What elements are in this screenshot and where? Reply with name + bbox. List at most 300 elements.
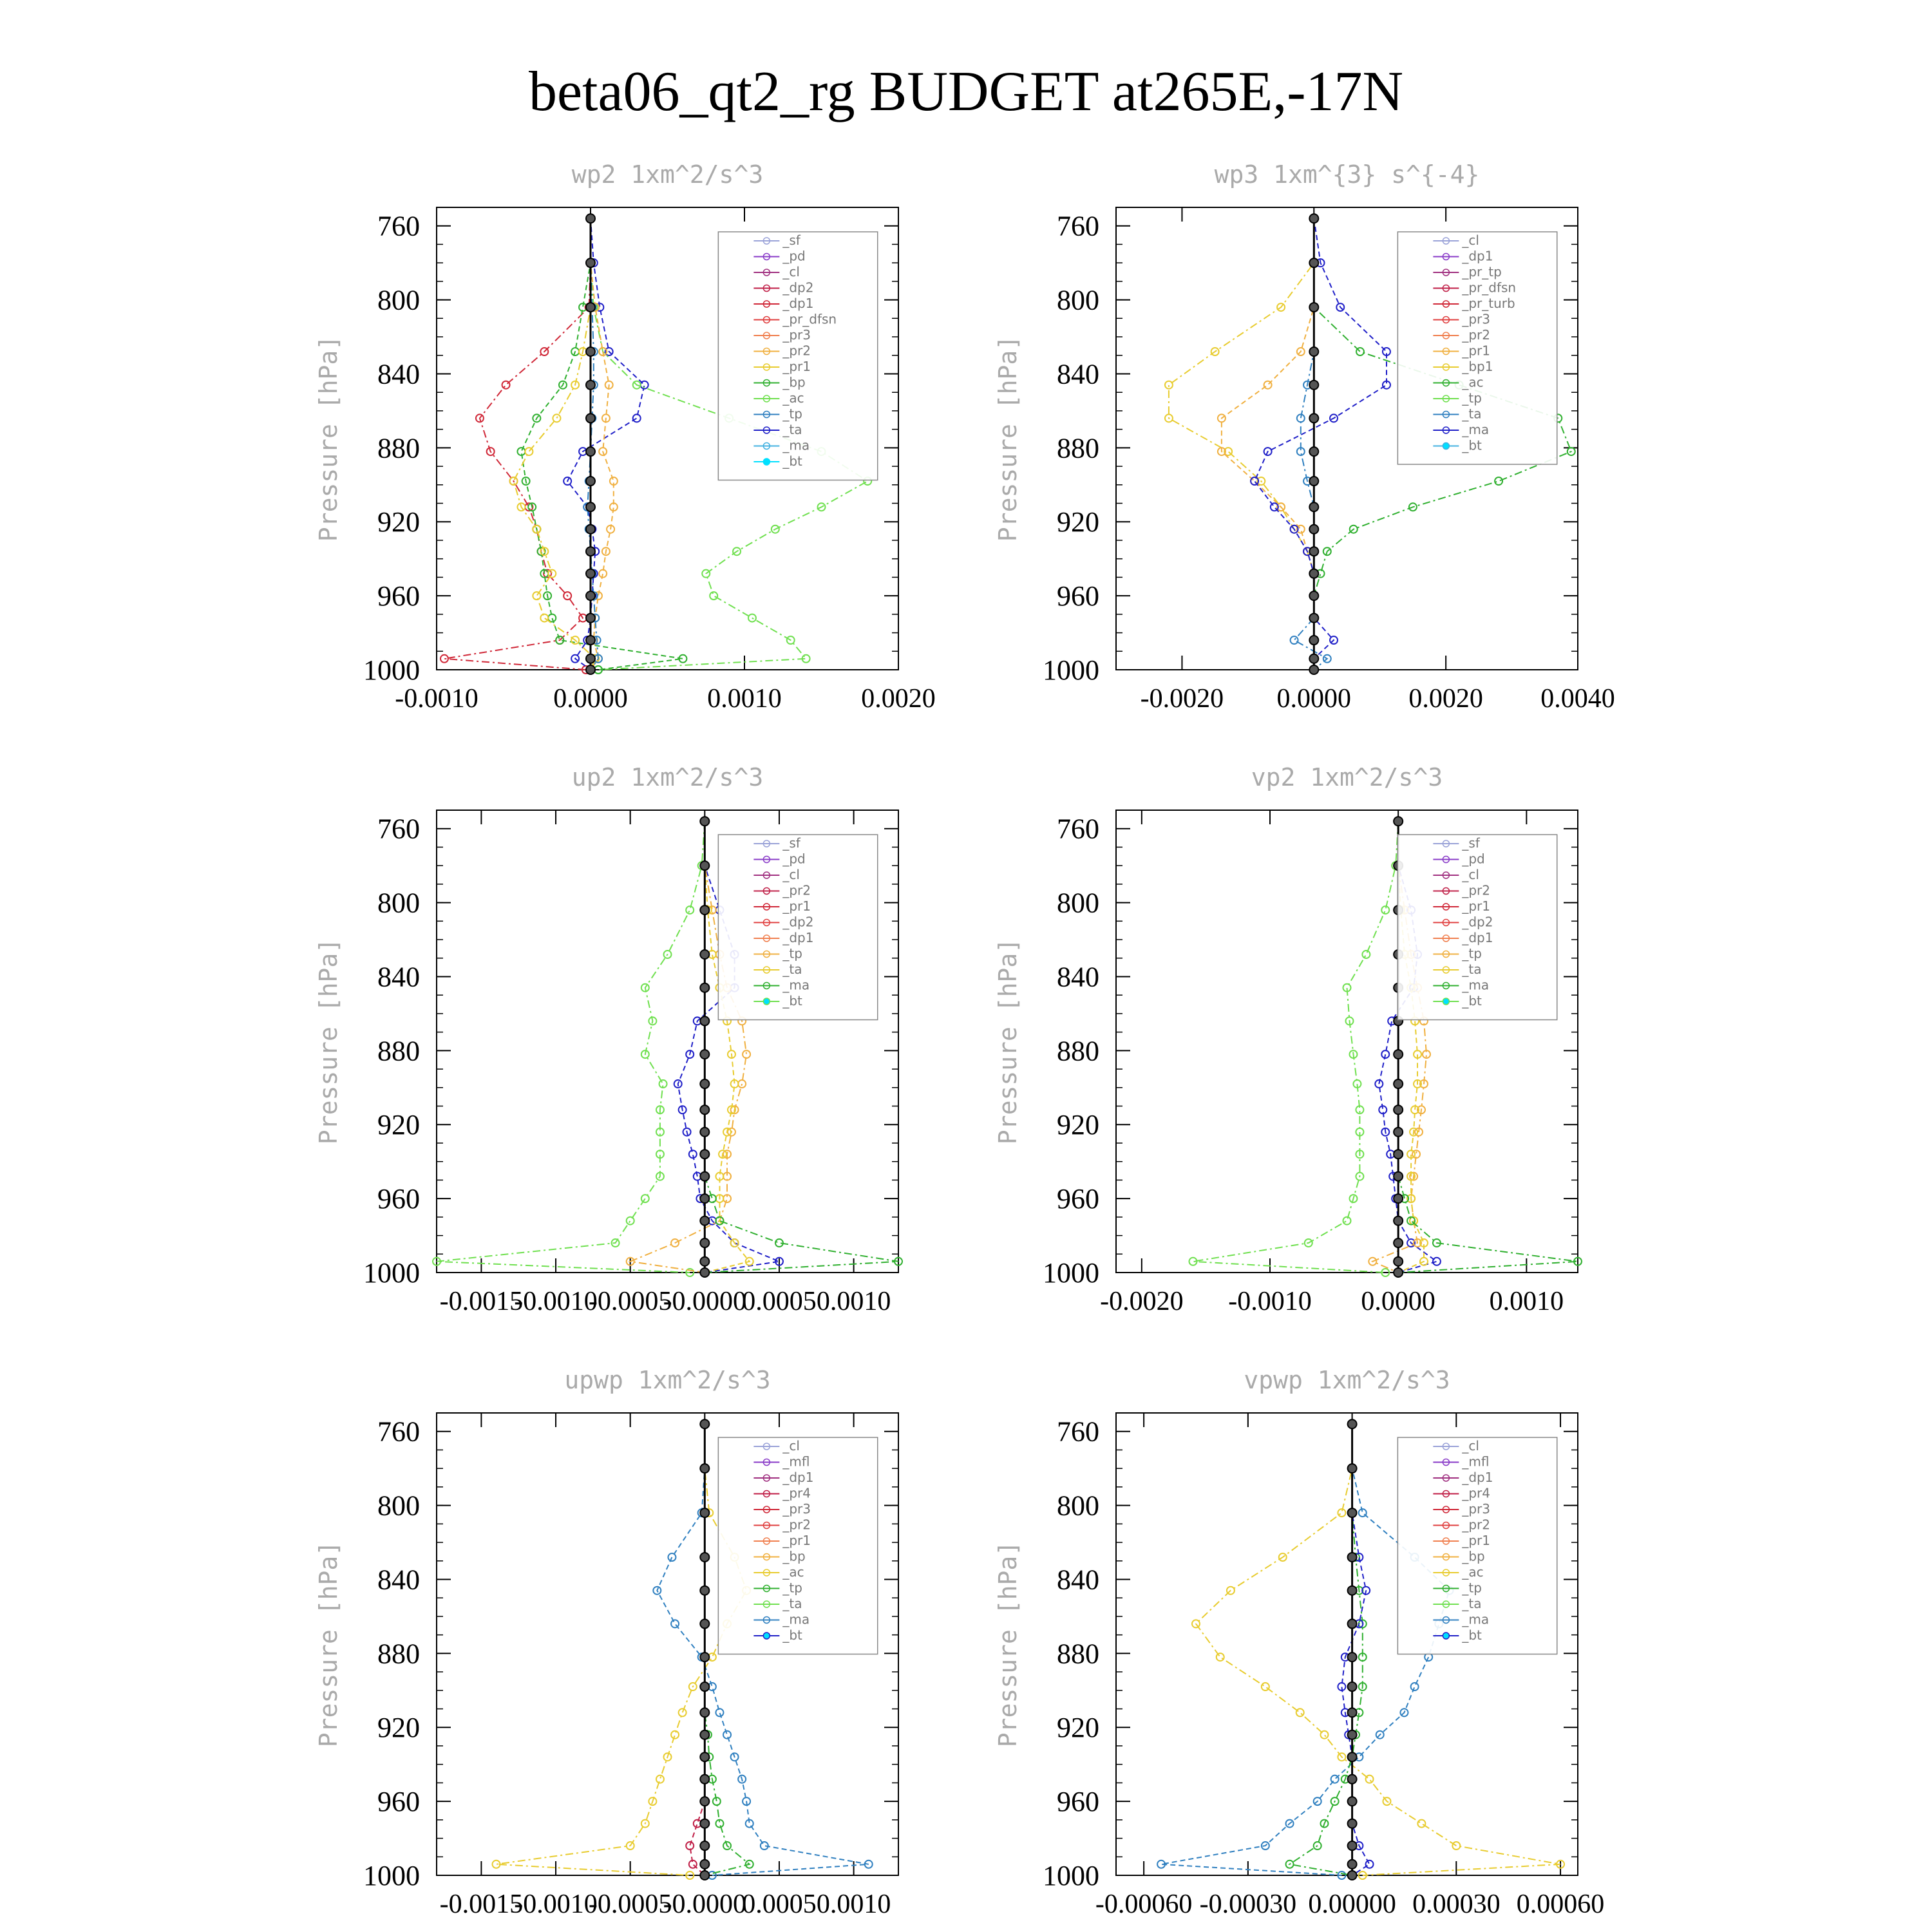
y-tick-label: 960 [1057,1786,1099,1818]
y-tick-label: 1000 [363,1257,420,1289]
data-point [1394,817,1403,826]
legend-entry: _dp1 [782,296,814,311]
data-point [679,1709,687,1716]
legend-entry: _cl [1462,1438,1479,1454]
data-point [1348,1682,1357,1691]
panel-title: upwp 1xm^2/s^3 [564,1366,771,1394]
data-point [1348,1752,1357,1761]
legend-marker [763,459,770,465]
data-point [700,817,709,826]
x-tick-label: -0.0000 [663,1889,747,1919]
data-point [586,636,595,645]
y-tick-label: 920 [1057,506,1099,538]
data-point [700,1257,709,1266]
data-point [1411,1683,1419,1690]
legend-entry: _ac [1462,1564,1484,1580]
x-tick-label: 0.00030 [1412,1889,1501,1919]
y-tick-label: 1000 [1043,654,1099,686]
data-point [1348,1841,1357,1850]
legend-entry: _ta [782,422,802,437]
legend-entry: _dp2 [1462,914,1493,930]
legend-entry: _pr1 [782,359,811,374]
y-tick-label: 880 [1057,1035,1099,1067]
x-tick-label: 0.0020 [861,684,936,714]
data-point [1348,1586,1357,1595]
legend-entry: _pr_dfsn [782,311,837,327]
y-axis-label: Pressure [hPa] [314,335,343,542]
x-tick-label: 0.0005 [742,1889,817,1919]
legend-entry: _mfl [1462,1454,1490,1470]
y-tick-label: 960 [1057,1183,1099,1215]
data-point [1348,1619,1357,1628]
data-point [1343,1217,1351,1225]
data-point [1309,477,1318,486]
data-point [586,525,595,534]
data-point [1309,502,1318,511]
data-point [1262,1683,1269,1690]
legend-entry: _bp [1462,1548,1485,1564]
data-point [710,592,717,600]
legend-entry: _ta [782,961,802,977]
data-point [671,1731,679,1739]
data-point [1394,1268,1403,1277]
panel-3 [314,763,902,1316]
y-tick-label: 840 [1057,961,1099,993]
legend-entry: _sf [782,232,800,248]
legend-entry: _sf [1462,835,1480,851]
data-point [533,592,540,600]
data-point [671,1620,679,1627]
data-point [1291,636,1298,644]
legend-entry: _tp [1462,945,1482,961]
data-point [738,1080,746,1088]
data-point [1309,547,1318,556]
y-axis-label: Pressure [hPa] [314,938,343,1145]
data-point [700,983,709,992]
series-line [522,218,683,670]
y-tick-label: 760 [377,813,420,845]
data-point [586,381,595,390]
legend-entry: _bp [782,374,806,390]
data-point [1394,1050,1403,1059]
panel-6 [994,1366,1604,1919]
x-tick-label: -0.0015 [439,1889,524,1919]
panel-title: vpwp 1xm^2/s^3 [1244,1366,1450,1394]
data-point [586,413,595,422]
x-tick-label: 0.0000 [553,684,628,714]
x-tick-label: 0.0020 [1408,684,1483,714]
data-point [686,906,694,914]
legend-entry: _bt [1462,993,1482,1009]
data-point [1348,1730,1357,1739]
y-tick-label: 920 [377,1109,420,1141]
legend-entry: _tp [782,406,802,422]
data-point [548,570,556,578]
legend-entry: _dp1 [1462,1470,1493,1485]
series-line [591,218,614,670]
legend-entry: _pr2 [1462,327,1491,343]
legend-entry: _bp [782,1548,806,1564]
data-point [493,1861,500,1868]
data-point [1309,665,1318,674]
data-point [1394,1128,1403,1137]
data-point [723,1731,731,1739]
y-tick-label: 760 [1057,210,1099,242]
series-line [690,1424,705,1875]
legend-entry: _tp [1462,1580,1482,1596]
series-line [444,218,591,670]
data-point [1394,1238,1403,1247]
legend-entry: _pr2 [1462,882,1491,898]
legend-entry: _cl [1462,867,1479,882]
y-tick-label: 1000 [1043,1257,1099,1289]
data-point [1348,1708,1357,1717]
y-tick-label: 800 [377,284,420,316]
data-point [1348,1860,1357,1869]
y-tick-label: 920 [377,506,420,538]
data-point [700,1508,709,1517]
legend-entry: _pd [782,851,806,867]
x-tick-label: -0.0010 [395,684,478,714]
series-line [1222,218,1314,670]
data-point [1394,1194,1403,1203]
series-line [437,821,705,1273]
data-point [1394,1105,1403,1114]
legend-entry: _ta [1462,406,1482,422]
y-tick-label: 1000 [1043,1860,1099,1891]
x-tick-label: -0.0000 [663,1287,747,1316]
panel-2 [994,160,1615,714]
data-point [1165,381,1173,389]
x-tick-label: -0.0020 [1140,684,1224,714]
data-point [1348,1508,1357,1517]
legend-entry: _tp [1462,390,1482,406]
legend-entry: _tp [782,945,802,961]
data-point [700,1128,709,1137]
legend-entry: _dp2 [782,279,814,296]
data-point [1348,1419,1357,1428]
data-point [700,1194,709,1203]
legend-entry: _pr1 [782,1533,811,1548]
data-point [586,214,595,223]
y-tick-label: 920 [1057,1712,1099,1744]
legend-entry: _ma [1462,977,1490,993]
data-point [700,1016,709,1025]
legend-entry: _ma [1462,422,1490,437]
data-point [700,1105,709,1114]
data-point [700,950,709,959]
legend-entry: _ma [782,437,810,453]
legend-entry: _cl [782,1438,800,1454]
data-point [1217,1653,1224,1661]
legend-entry: _pr1 [1462,898,1491,914]
y-tick-label: 760 [1057,1416,1099,1448]
y-tick-label: 960 [377,1183,420,1215]
legend-marker [1443,998,1449,1005]
data-point [700,1752,709,1761]
series-line [1294,218,1327,670]
y-tick-label: 760 [377,1416,420,1448]
y-tick-label: 960 [377,580,420,612]
y-tick-label: 760 [377,210,420,242]
data-point [1309,654,1318,663]
x-tick-label: -0.0005 [588,1287,672,1316]
x-tick-label: 0.0010 [816,1287,891,1316]
y-tick-label: 800 [1057,1490,1099,1522]
data-point [1394,1150,1403,1159]
data-point [700,1653,709,1662]
legend-entry: _dp1 [782,1470,814,1485]
data-point [586,614,595,623]
data-point [1320,1731,1328,1739]
y-tick-label: 800 [377,1490,420,1522]
y-tick-label: 800 [1057,887,1099,919]
y-tick-label: 1000 [363,1860,420,1891]
legend-entry: _cl [782,264,800,279]
legend-entry: _pr2 [782,343,811,359]
x-tick-label: 0.0010 [1489,1287,1564,1316]
data-point [586,591,595,600]
legend-entry: _pr_dfsn [1462,279,1517,296]
data-point [700,1217,709,1226]
y-tick-label: 880 [377,1035,420,1067]
y-axis-label: Pressure [hPa] [994,1540,1022,1748]
data-point [525,448,533,455]
data-point [586,477,595,486]
legend-marker [1443,1633,1449,1639]
y-axis-label: Pressure [hPa] [994,938,1022,1145]
data-point [1394,1172,1403,1181]
data-point [1309,614,1318,623]
x-tick-label: -0.00030 [1199,1889,1297,1919]
data-point [1433,1258,1441,1265]
data-point [1309,569,1318,578]
legend-entry: _bt [782,993,802,1009]
data-point [1309,258,1318,267]
legend-entry: _pr4 [782,1485,811,1501]
legend-entry: _pd [782,248,806,264]
data-point [1309,525,1318,534]
data-point [586,654,595,663]
y-tick-label: 840 [1057,1564,1099,1596]
data-point [1394,1217,1403,1226]
data-point [1264,381,1272,389]
legend-entry: _ac [1462,374,1484,390]
data-point [548,614,556,622]
data-point [1348,1871,1357,1880]
panel-title: up2 1xm^2/s^3 [571,763,764,791]
legend-entry: _ac [782,390,804,406]
legend-entry: _bp1 [1462,359,1493,374]
data-point [1309,413,1318,422]
data-point [700,1586,709,1595]
legend-entry: _sf [782,835,800,851]
data-point [1309,447,1318,456]
data-point [700,1619,709,1628]
x-tick-label: -0.0010 [1228,1287,1312,1316]
data-point [700,1553,709,1562]
data-point [700,1464,709,1473]
panel-4 [994,763,1582,1316]
legend-entry: _pr2 [782,882,811,898]
y-axis-label: Pressure [hPa] [314,1540,343,1748]
data-point [586,258,595,267]
data-point [700,1841,709,1850]
legend-entry: _pd [1462,851,1485,867]
panel-title: vp2 1xm^2/s^3 [1251,763,1443,791]
data-point [700,1708,709,1717]
data-point [656,1776,664,1783]
legend-entry: _cl [1462,232,1479,248]
legend-entry: _dp1 [1462,248,1493,264]
legend-entry: _ta [1462,1596,1482,1611]
data-point [1366,1776,1374,1783]
legend-entry: _bt [782,1627,802,1643]
legend-entry: _ma [1462,1611,1490,1627]
legend-marker [763,1633,770,1639]
legend-entry: _ta [782,1596,802,1611]
x-tick-label: 0.00060 [1516,1889,1605,1919]
x-tick-label: 0.00000 [1308,1889,1396,1919]
data-point [586,303,595,312]
data-point [586,547,595,556]
data-point [586,569,595,578]
data-point [700,1238,709,1247]
data-point [1309,214,1318,223]
data-point [633,414,641,422]
data-point [700,1730,709,1739]
data-point [1331,1776,1339,1783]
series-line [1193,821,1399,1273]
legend-entry: _pr_tp [1462,264,1502,279]
data-point [1348,1653,1357,1662]
y-tick-label: 1000 [363,654,420,686]
data-point [700,905,709,914]
data-point [1348,1819,1357,1828]
legend-entry: _pr3 [782,327,811,343]
data-point [700,1268,709,1277]
panel-5 [314,1366,898,1919]
data-point [686,1842,694,1850]
data-point [700,1819,709,1828]
legend-entry: _cl [782,867,800,882]
data-point [627,1217,634,1225]
y-tick-label: 840 [377,1564,420,1596]
legend-marker [763,998,770,1005]
data-point [440,655,448,663]
legend-entry: _ta [1462,961,1482,977]
data-point [1417,1820,1425,1828]
panel-title: wp3 1xm^{3} s^{-4} [1214,160,1480,189]
legend-entry: _pr3 [782,1501,811,1517]
y-tick-label: 880 [377,432,420,464]
data-point [586,447,595,456]
legend-entry: _ac [782,1564,804,1580]
data-point [700,1682,709,1691]
data-point [1309,303,1318,312]
legend-entry: _pr1 [1462,343,1491,359]
y-tick-label: 760 [1057,813,1099,845]
series-line [1169,218,1314,670]
legend-entry: _dp1 [782,930,814,945]
legend-entry: _pr3 [1462,311,1491,327]
data-point [700,1797,709,1806]
data-point [700,861,709,870]
data-point [1309,591,1318,600]
panel-1 [314,160,936,714]
legend-entry: _dp1 [1462,930,1493,945]
legend-entry: _pr2 [1462,1517,1491,1533]
data-point [641,1195,649,1202]
y-tick-label: 880 [377,1638,420,1670]
data-point [1309,381,1318,390]
data-point [743,1050,750,1058]
data-point [586,665,595,674]
x-tick-label: -0.00060 [1095,1889,1193,1919]
series-line [497,1424,747,1875]
data-point [700,1871,709,1880]
legend-entry: _bt [1462,1627,1482,1643]
data-point [1394,1257,1403,1266]
panel-title: wp2 1xm^2/s^3 [571,160,764,189]
y-tick-label: 840 [377,961,420,993]
legend-entry: _pr2 [782,1517,811,1533]
data-point [1309,636,1318,645]
x-tick-label: -0.0010 [514,1889,598,1919]
data-point [1348,1775,1357,1784]
data-point [1296,1709,1304,1716]
data-point [502,381,510,389]
x-tick-label: 0.0005 [742,1287,817,1316]
data-point [1348,1553,1357,1562]
y-tick-label: 800 [1057,284,1099,316]
data-point [700,1172,709,1181]
data-point [700,1775,709,1784]
y-tick-label: 960 [1057,580,1099,612]
y-tick-label: 840 [1057,358,1099,390]
legend-marker [1443,443,1449,450]
legend-entry: _dp2 [782,914,814,930]
data-point [1348,1797,1357,1806]
figure-title: beta06_qt2_rg BUDGET at265E,-17N [528,61,1404,123]
x-tick-label: 0.0010 [707,684,782,714]
data-point [1495,477,1502,485]
data-point [700,1079,709,1088]
data-point [1356,348,1364,355]
data-point [553,414,560,422]
x-tick-label: 0.0000 [1276,684,1352,714]
x-tick-label: 0.0000 [1361,1287,1435,1316]
data-point [700,1860,709,1869]
x-tick-label: 0.0010 [816,1889,891,1919]
y-tick-label: 880 [1057,432,1099,464]
data-point [715,1709,723,1716]
legend-entry: _ma [782,977,810,993]
data-point [586,347,595,356]
legend-entry: _ma [782,1611,810,1627]
legend-entry: _mfl [782,1454,810,1470]
data-point [1394,1079,1403,1088]
legend-entry: _bt [1462,437,1482,453]
data-point [700,1419,709,1428]
data-point [1309,347,1318,356]
data-point [1366,1861,1374,1868]
legend-entry: _pr_turb [1462,296,1515,311]
y-tick-label: 920 [1057,1109,1099,1141]
legend-entry: _pr1 [782,898,811,914]
x-tick-label: 0.0040 [1540,684,1615,714]
data-point [540,614,548,622]
